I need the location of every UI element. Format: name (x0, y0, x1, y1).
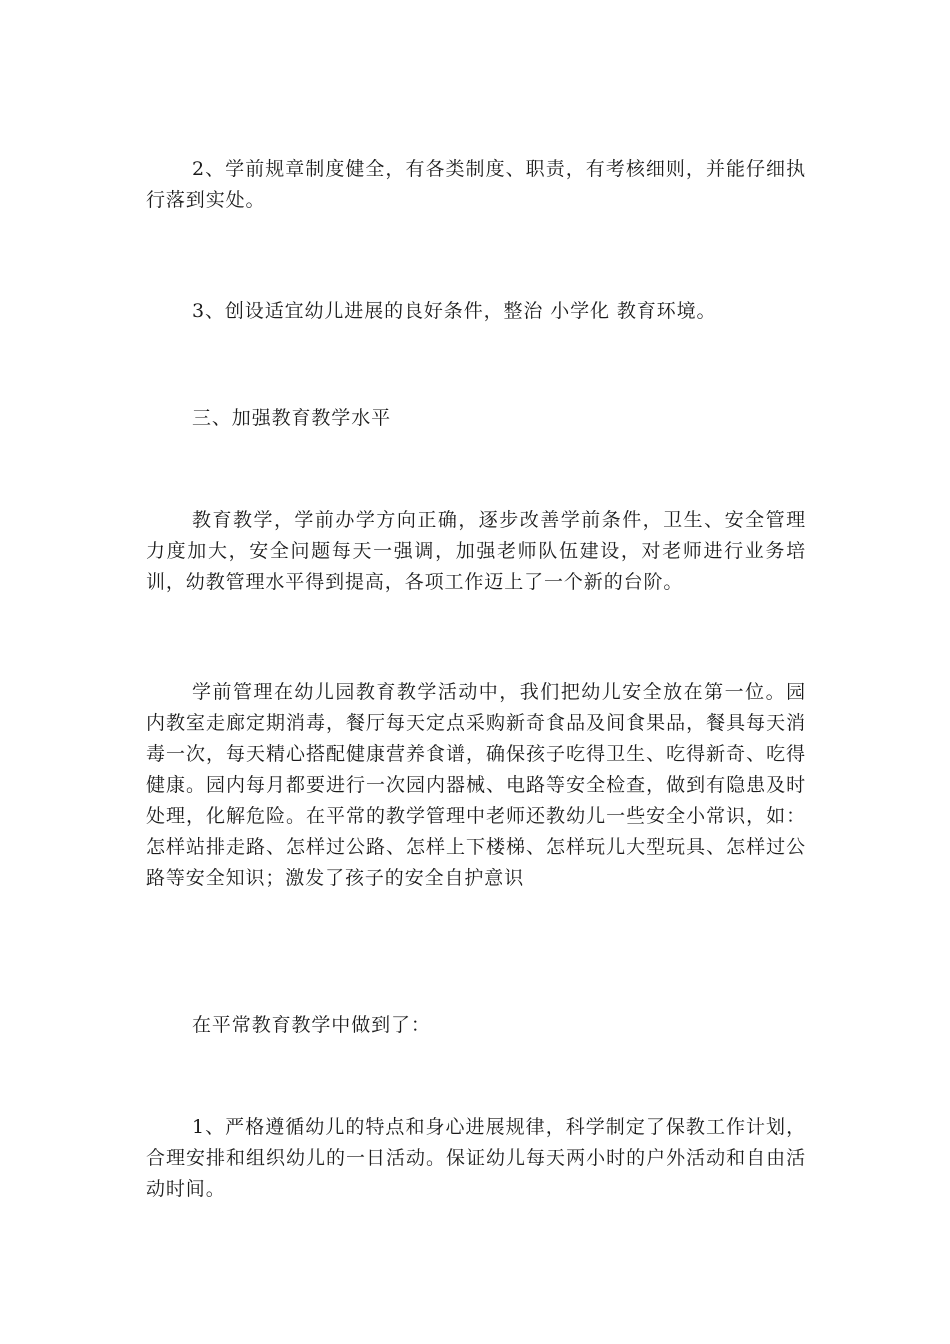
paragraph-daily-activities: 1、严格遵循幼儿的特点和身心进展规律，科学制定了保教工作计划，合理安排和组织幼儿的一日活动。保证幼儿每天两小时的户外活动和自由活动时间。 (146, 1116, 806, 1200)
paragraph-conditions: 3、创设适宜幼儿进展的良好条件，整治 小学化 教育环境。 (192, 300, 717, 322)
paragraph-teaching-overview: 教育教学，学前办学方向正确，逐步改善学前条件，卫生、安全管理力度加大，安全问题每天一强调，加强老师队伍建设，对老师进行业务培训，幼教管理水平得到提高，各项工作迈上了一个新的台阶。 (146, 509, 806, 593)
section-heading-teaching: 三、加强教育教学水平 (192, 407, 392, 429)
paragraph-achievements-intro: 在平常教育教学中做到了： (192, 1014, 431, 1036)
paragraph-rules-system: 2、学前规章制度健全，有各类制度、职责，有考核细则，并能仔细执行落到实处。 (146, 158, 806, 211)
paragraph-safety-management: 学前管理在幼儿园教育教学活动中，我们把幼儿安全放在第一位。园内教室走廊定期消毒，餐厅每天定点采购新奇食品及间食果品，餐具每天消毒一次，每天精心搭配健康营养食谱，确保孩子吃得卫生、吃得新奇、吃得健康。园内每月都要进行一次园内器械、电路等安全检查，做到有隐患及时处理，化解危险。在平常的教学管理中老师还教幼儿一些安全小常识，如：怎样站排走路、怎样过公路、怎样上下楼梯、怎样玩儿大型玩具、怎样过公路等安全知识；激发了孩子的安全自护意识 (146, 681, 806, 889)
